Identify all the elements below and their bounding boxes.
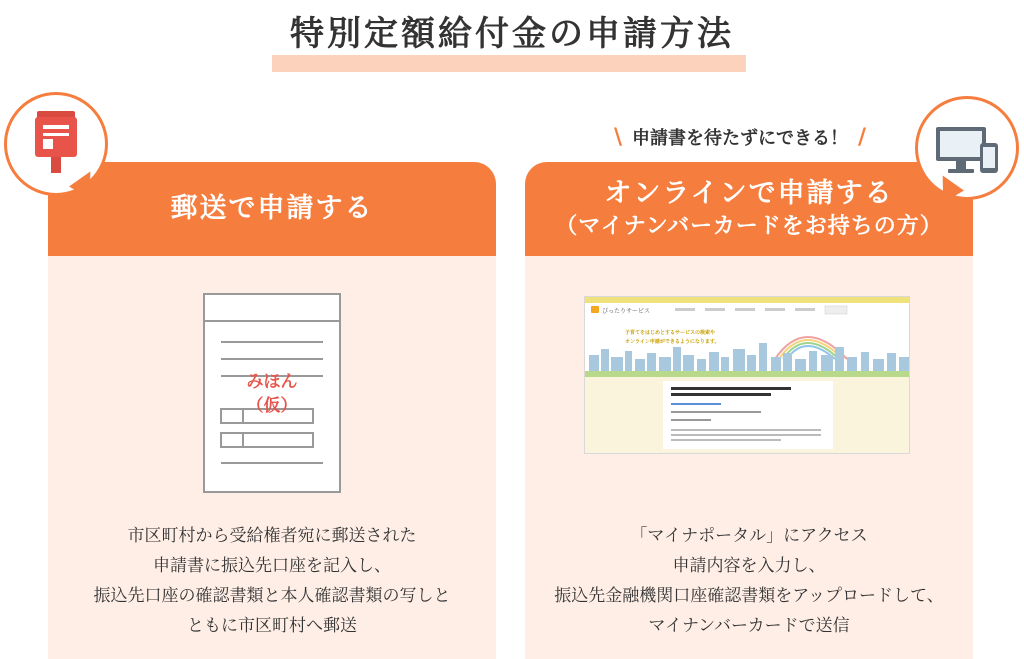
screenshot-hero-line1: 子育てをはじめとするサービスの検索や: [625, 330, 716, 336]
mail-heading: 郵送で申請する: [170, 193, 374, 224]
screenshot-site-name: ぴったりサービス: [602, 308, 651, 315]
screenshot-hero-line2: オンライン申請ができるようになります。: [625, 339, 720, 345]
catch-text: 申請書を待たずにできる！: [632, 128, 848, 149]
online-description-line: 振込先金融機関口座確認書類をアップロードして、: [554, 586, 944, 606]
online-description-line: 申請内容を入力し、: [672, 556, 826, 576]
mailbox-icon: [7, 95, 105, 193]
catch-copy: [590, 124, 890, 152]
form-stamp-line2: （仮）: [246, 396, 298, 416]
application-form-illustration: [203, 293, 341, 493]
online-description: [525, 521, 973, 641]
mailbox-bubble: [4, 92, 108, 196]
catch-slash-left: \: [613, 125, 622, 150]
mail-description-line: 振込先口座の確認書類と本人確認書類の写しと: [93, 586, 451, 606]
mail-description-line: ともに市区町村へ郵送: [187, 616, 357, 636]
online-description-line: 「マイナポータル」にアクセス: [630, 526, 868, 546]
page-title: 特別定額給付金の申請方法: [290, 14, 734, 54]
mail-description-line: 申請書に振込先口座を記入し、: [153, 556, 391, 576]
online-subheading: （マイナンバーカードをお持ちの方）: [555, 214, 943, 239]
mail-card-header: [48, 162, 496, 256]
mynaportal-screenshot: [584, 296, 910, 454]
mail-description-line: 市区町村から受給権者宛に郵送された: [127, 526, 417, 546]
computer-phone-icon: [918, 99, 1016, 197]
online-description-line: マイナンバーカードで送信: [648, 616, 850, 636]
online-card-header: [525, 162, 973, 256]
computer-bubble: [915, 96, 1019, 200]
online-heading: オンラインで申請する: [604, 178, 894, 209]
title-underline: [272, 55, 746, 72]
form-stamp-line1: みほん: [246, 372, 298, 392]
mail-description: [48, 521, 496, 641]
catch-slash-right: /: [858, 125, 867, 150]
